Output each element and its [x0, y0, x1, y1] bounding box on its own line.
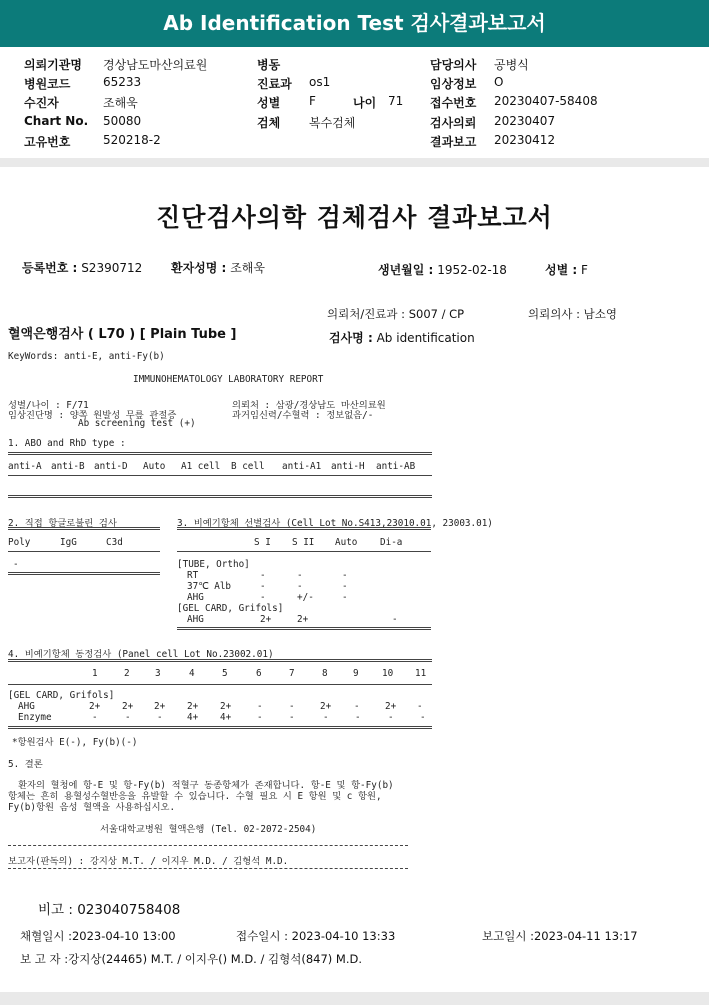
cell: -	[355, 712, 361, 723]
info-row	[0, 56, 709, 74]
panel-header: 11	[415, 668, 427, 679]
report-title: Ab Identification Test 검사결과보고서	[163, 11, 546, 35]
requester-line: 의뢰처 : 삼광/경상남도 마산의료원	[232, 400, 386, 411]
rule	[8, 868, 408, 869]
footer-reporter	[20, 951, 362, 967]
cell: 4+	[187, 712, 199, 723]
screening-group-gel: [GEL CARD, Grifols]	[177, 603, 284, 614]
cell: 2+	[260, 614, 272, 625]
abo-header: B cell	[231, 461, 265, 472]
cell: -	[323, 712, 329, 723]
reporter-line: 보고자(판독의) : 강지상 M.T. / 이지우 M.D. / 김형석 M.D.	[8, 856, 289, 867]
patient-sex	[545, 261, 588, 278]
double-rule	[8, 572, 160, 575]
double-rule	[8, 527, 160, 530]
cell: -	[260, 592, 266, 603]
panel-header: 9	[353, 668, 359, 679]
institution-value: 경상남도마산의료원	[103, 58, 208, 72]
receipt-no-label: 접수번호	[430, 96, 477, 110]
receipt-value: 2023-04-10 13:33	[291, 929, 396, 943]
patient-info-block	[0, 47, 709, 157]
abo-header: anti-D	[94, 461, 128, 472]
cell: 2+	[297, 614, 309, 625]
request-date-value: 20230407	[494, 114, 556, 128]
collection-time	[20, 928, 176, 944]
remark-value: 023040758408	[77, 902, 181, 918]
cell: -	[417, 701, 423, 712]
info-row	[0, 133, 709, 151]
cell: 2+	[220, 701, 232, 712]
specimen-label: 검체	[257, 116, 281, 130]
panel-header: 6	[256, 668, 262, 679]
clinical-info-value: O	[494, 75, 504, 89]
receipt-time	[236, 928, 395, 944]
screening-group-tube: [TUBE, Ortho]	[177, 559, 250, 570]
clinical-info-label: 임상정보	[430, 77, 477, 91]
collection-label: 채혈일시 :	[20, 929, 72, 943]
sex-value: F	[309, 94, 316, 108]
cell: 2+	[385, 701, 397, 712]
dat-header: IgG	[60, 537, 77, 548]
receipt-no-value: 20230407-58408	[494, 94, 598, 108]
row-label: AHG	[187, 614, 204, 625]
screening-header: Di-a	[380, 537, 403, 548]
cell: 2+	[320, 701, 332, 712]
chart-no-value: 50080	[103, 114, 142, 128]
rule	[8, 845, 408, 846]
screening-header: Auto	[335, 537, 358, 548]
report-value: 2023-04-11 13:17	[533, 929, 638, 943]
rule	[8, 551, 160, 552]
remark-label: 비고 :	[38, 902, 73, 918]
exam-value: Ab identification	[376, 331, 475, 345]
info-row	[0, 94, 709, 112]
abo-header: Auto	[143, 461, 166, 472]
double-rule	[8, 726, 432, 729]
row-label: 37℃ Alb	[187, 581, 232, 592]
cell: -	[260, 581, 266, 592]
double-rule	[177, 627, 431, 630]
conclusion-line: Fy(b)항원 음성 혈액을 사용하십시오.	[8, 802, 176, 813]
department-label: 진료과	[257, 77, 292, 91]
receipt-label: 접수일시 :	[236, 929, 288, 943]
panel-header: 10	[382, 668, 394, 679]
department-info: 의뢰처/진료과 : S007 / CP	[327, 307, 465, 321]
report-label: 보고일시 :	[482, 929, 534, 943]
panel-header: 8	[322, 668, 328, 679]
reg-value: S2390712	[81, 261, 143, 275]
doctor-value: 공병식	[494, 58, 529, 72]
abo-header: A1 cell	[181, 461, 221, 472]
doctor-label: 담당의사	[430, 58, 477, 72]
institution-label: 의뢰기관명	[24, 58, 82, 72]
age-label: 나이	[353, 96, 377, 110]
panel-header: 7	[289, 668, 295, 679]
birth-date	[378, 261, 507, 278]
ward-label: 병동	[257, 58, 281, 72]
request-date-label: 검사의뢰	[430, 116, 477, 130]
hospital-code-value: 65233	[103, 75, 142, 89]
info-row	[0, 114, 709, 132]
panel-header: 5	[222, 668, 228, 679]
history-line: 과거임신력/수혈력 : 정보없음/-	[232, 410, 374, 421]
footer-reporter-value: 강지상(24465) M.T. / 이지우() M.D. / 김형석(847) M.D.	[68, 952, 363, 966]
dat-header: Poly	[8, 537, 31, 548]
divider	[0, 158, 709, 167]
row-label: RT	[187, 570, 199, 581]
remark	[38, 898, 180, 918]
patient-value: 조해욱	[103, 96, 138, 110]
registration-no	[22, 259, 142, 276]
dob-label: 생년월일 :	[378, 263, 434, 277]
patient-label: 수진자	[24, 96, 59, 110]
panel-group-gel: [GEL CARD, Grifols]	[8, 690, 115, 701]
double-rule	[177, 527, 431, 530]
sex-label: 성별	[257, 96, 281, 110]
conclusion-line: 환자의 혈청에 항-E 및 항-Fy(b) 적혈구 동종항체가 존재합니다. 항-E 및 항-Fy(b)	[18, 780, 394, 791]
result-date-value: 20230412	[494, 133, 556, 147]
rule	[8, 684, 432, 685]
panel-header: 2	[124, 668, 130, 679]
cell: -	[289, 712, 295, 723]
cell: -	[342, 570, 348, 581]
screening-header: S II	[292, 537, 315, 548]
panel-header: 4	[189, 668, 195, 679]
unique-no-label: 고유번호	[24, 135, 71, 149]
specimen-value: 복수검체	[309, 116, 356, 130]
exam-name	[329, 329, 475, 346]
abo-header: anti-H	[331, 461, 365, 472]
exam-label: 검사명 :	[329, 331, 373, 345]
cell: -	[92, 712, 98, 723]
requesting-doctor: 의뢰의사 : 남소영	[528, 307, 617, 321]
panel-header: 1	[92, 668, 98, 679]
reg-label: 등록번호 :	[22, 261, 78, 275]
abo-section-title: 1. ABO and RhD type :	[8, 438, 126, 449]
rule	[8, 475, 432, 476]
cell: -	[342, 581, 348, 592]
dob-value: 1952-02-18	[437, 263, 507, 277]
result-date-label: 결과보고	[430, 135, 477, 149]
row-label: AHG	[18, 701, 35, 712]
double-rule	[8, 495, 432, 498]
cell: -	[260, 570, 266, 581]
sex-label-2: 성별 :	[545, 263, 578, 277]
bottom-divider	[0, 992, 709, 1005]
dat-section-title: 2. 직접 항글로불린 검사	[8, 518, 117, 529]
name-label: 환자성명 :	[171, 261, 227, 275]
screening-line: Ab screening test (+)	[78, 418, 196, 429]
screening-header: S I	[254, 537, 271, 548]
cell: -	[125, 712, 131, 723]
antigen-test: *항원검사 E(-), Fy(b)(-)	[12, 737, 138, 748]
panel-header: 3	[155, 668, 161, 679]
name-value: 조해욱	[230, 261, 265, 275]
cell: -	[392, 614, 398, 625]
diagnosis-line: 임상진단명 : 양쪽 원발성 무릎 관절증	[8, 410, 177, 421]
cell: -	[297, 581, 303, 592]
dat-header: C3d	[106, 537, 123, 548]
report-main-title: 진단검사의학 검체검사 결과보고서	[156, 203, 553, 232]
conclusion-line: 항체는 흔히 용혈성수혈반응을 유발할 수 있습니다. 수혈 필요 시 E 항원 및 c 항원,	[8, 791, 382, 802]
patient-name	[171, 259, 265, 276]
cell: -	[157, 712, 163, 723]
cell: 2+	[89, 701, 101, 712]
cell: -	[289, 701, 295, 712]
panel-section-title: 4. 비예기항체 동정검사 (Panel cell Lot No.23002.01)	[8, 649, 274, 660]
abo-header: anti-A1	[282, 461, 322, 472]
row-label: Enzyme	[18, 712, 52, 723]
cell: 2+	[154, 701, 166, 712]
keywords: KeyWords: anti-E, anti-Fy(b)	[8, 351, 165, 362]
blood-bank-info: 서울대학교병원 혈액은행 (Tel. 02-2072-2504)	[100, 824, 317, 835]
abo-header: anti-A	[8, 461, 42, 472]
cell: -	[257, 701, 263, 712]
double-rule	[8, 659, 432, 662]
collection-value: 2023-04-10 13:00	[71, 929, 176, 943]
abo-header: anti-AB	[376, 461, 416, 472]
cell: -	[388, 712, 394, 723]
conclusion-title: 5. 결론	[8, 759, 43, 770]
dat-value: -	[13, 559, 19, 570]
cell: -	[342, 592, 348, 603]
sex-value-2: F	[581, 263, 588, 277]
cell: -	[354, 701, 360, 712]
unique-no-value: 520218-2	[103, 133, 161, 147]
double-rule	[8, 452, 432, 455]
chart-no-label: Chart No.	[24, 114, 89, 128]
rule	[177, 551, 431, 552]
cell: -	[257, 712, 263, 723]
age-value: 71	[388, 94, 404, 108]
sex-age-line: 성별/나이 : F/71	[8, 400, 89, 411]
lab-report-title: IMMUNOHEMATOLOGY LABORATORY REPORT	[133, 374, 324, 385]
cell: 4+	[220, 712, 232, 723]
info-row	[0, 75, 709, 93]
abo-header: anti-B	[51, 461, 85, 472]
cell: 2+	[122, 701, 134, 712]
cell: -	[420, 712, 426, 723]
screening-section-title: 3. 비예기항체 선별검사 (Cell Lot No.S413,23010.01, 23003.01)	[177, 518, 493, 529]
cell: 2+	[187, 701, 199, 712]
footer-reporter-label: 보 고 자 :	[20, 952, 69, 966]
hospital-code-label: 병원코드	[24, 77, 71, 91]
cell: +/-	[297, 592, 314, 603]
section-title: 혈액은행검사 ( L70 ) [ Plain Tube ]	[8, 327, 237, 342]
report-time	[482, 928, 638, 944]
cell: -	[297, 570, 303, 581]
department-value: os1	[309, 75, 331, 89]
row-label: AHG	[187, 592, 204, 603]
